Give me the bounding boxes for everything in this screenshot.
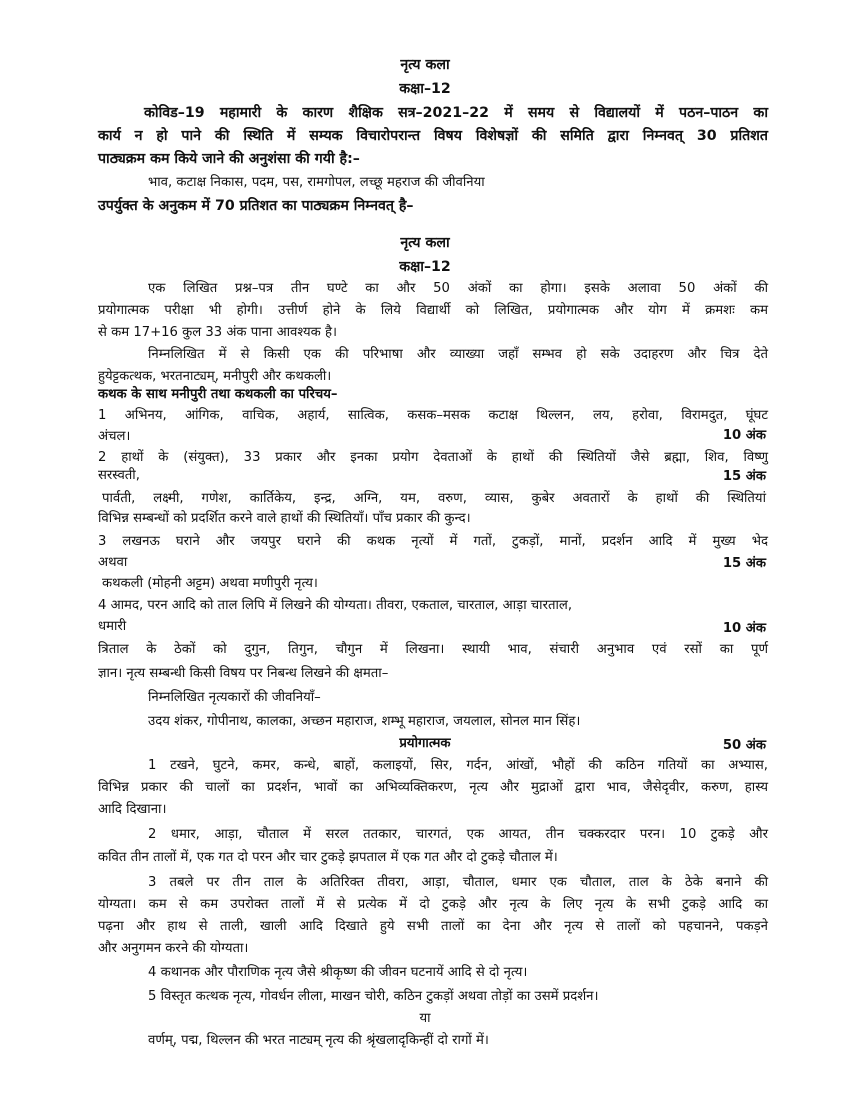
definition-line-2: हुयेट्टकत्थक, भरतनाट्यम्, मनीपुरी और कथकली। — [98, 369, 332, 384]
practical-5: 5 विस्तृत कत्थक नृत्य, गोवर्धन लीला, माखन चोरी, कठिन टुकड़ों अथवा तोड़ों का उसमें प्रदर्शन। — [148, 989, 599, 1004]
practical-marks: 50 अंक — [722, 738, 766, 753]
intro-line-1: एक लिखित प्रश्न–पत्र तीन घण्टे का और 50 अंकों का होगा। इसके अलावा 50 अंकों की — [148, 281, 768, 296]
covid-notice-line-1: कोविड–19 महामारी के कारण शैक्षिक सत्र–2021–22 में समय से विद्यालयों में पठन–पाठन का — [144, 105, 768, 121]
removed-topics: भाव, कटाक्ष निकास, पदम, पस, रामगोपल, लच्छू महराज की जीवनिया — [148, 175, 485, 190]
item-2-marks: 15 अंक — [722, 469, 766, 484]
practical-3-line-4: और अनुगमन करने की योग्यता। — [98, 941, 249, 956]
intro-line-2: प्रयोगात्मक परीक्षा भी होगी। उत्तीर्ण होने के लिये विद्यार्थी को लिखित, प्रयोगात्मक और योग में क्रमशः कम — [98, 303, 768, 318]
item-1-marks: 10 अंक — [722, 428, 766, 443]
item-2-line-2: सरस्वती, — [98, 468, 140, 483]
item-4-line-2: धमारी — [98, 619, 127, 634]
practical-3-line-3: पढ़ना और हाथ से ताली, खाली आदि दिखाते हुये सभी तालों का देना और नृत्य से तालों को पहचानने, पकड़ने — [98, 919, 768, 934]
item-2-line-1: 2 हाथों के (संयुक्त), 33 प्रकार और इनका प्रयोग देवताओं के हाथों की स्थितियों जैसे ब्रह्मा, शिव, विष्णु — [98, 450, 768, 465]
covid-notice-line-3: पाठ्यक्रम कम किये जाने की अनुशंसा की गयी है:– — [98, 151, 360, 167]
biographies-heading: निम्नलिखित नृत्यकारों की जीवनियाँ– — [148, 690, 321, 705]
or-separator: या — [419, 1011, 431, 1026]
syllabus-class-title: कक्षा–12 — [399, 259, 451, 275]
item-2-line-3: पार्वती, लक्ष्मी, गणेश, कार्तिकेय, इन्द्र, अग्नि, यम, वरुण, व्यास, कुबेर अवतारों के हाथों की स्थितियां — [102, 491, 766, 506]
practical-3-line-1: 3 तबले पर तीन ताल के अतिरिक्त तीवरा, आड़ा, चौताल, धमार एक चौताल, ताल के ठेके बनाने की — [148, 875, 768, 890]
practical-1-line-3: आदि दिखाना। — [98, 802, 167, 817]
item-4-line-3: त्रिताल के ठेकों को दुगुन, तिगुन, चौगुन में लिखना। स्थायी भाव, संचारी अनुभाव एवं रसों का पूर्ण — [98, 642, 768, 657]
practical-2-line-1: 2 धमार, आड़ा, चौताल में सरल ततकार, चारगतं, एक आयत, तीन चक्करदार परन। 10 टुकड़े और — [148, 827, 768, 842]
item-3-line-2: अथवा — [98, 555, 128, 570]
item-1-line-1: 1 अभिनय, आंगिक, वाचिक, अहार्य, सात्विक, कसक–मसक कटाक्ष थिल्लन, लय, हरोवा, विरामदुत, घूंघट — [98, 408, 768, 423]
practical-1-line-2: विभिन्न प्रकार की चालों का प्रदर्शन, भावों का अभिव्यक्तिकरण, नृत्य और मुद्राओं द्वारा भाव, जैसेदृवीर, करुण, हास्य — [98, 780, 768, 795]
item-4-line-4: ज्ञान। नृत्य सम्बन्धी किसी विषय पर निबन्ध लिखने की क्षमता– — [98, 666, 389, 681]
item-2-line-4: विभिन्न सम्बन्धों को प्रदर्शित करने वाले हाथों की स्थितियाँ। पाँच प्रकार की कुन्द। — [98, 511, 471, 526]
page-subject-title: नृत्य कला — [400, 57, 450, 73]
syllabus-subject-title: नृत्य कला — [400, 235, 450, 251]
practical-heading: प्रयोगात्मक — [399, 736, 451, 751]
practical-3-line-2: योग्यता। कम से कम उपरोक्त तालों में से प्रत्येक में दो टुकड़े और नृत्य के लिए नृत्य के सभी टुकड़े आदि का — [98, 897, 768, 912]
item-4-line-1: 4 आमद, परन आदि को ताल लिपि में लिखने की योग्यता। तीवरा, एकताल, चारताल, आड़ा चारताल, — [98, 598, 573, 613]
covid-notice-line-2: कार्य न हो पाने की स्थिति में सम्यक विचारोपरान्त विषय विशेषज्ञों की समिति द्वारा निम्नवत् 30 प्रतिशत — [98, 128, 768, 144]
page-class-title: कक्षा–12 — [399, 81, 451, 97]
biographies-list: उदय शंकर, गोपीनाथ, कालका, अच्छन महाराज, शम्भू महाराज, जयलाल, सोनल मान सिंह। — [148, 714, 581, 729]
definition-line-1: निम्नलिखित में से किसी एक की परिभाषा और व्याख्या जहाँ सम्भव हो सके उदाहरण और चित्र देते — [148, 347, 768, 362]
item-3-line-1: 3 लखनऊ घराने और जयपुर घराने की कथक नृत्यों में गतों, टुकड़ों, मानों, प्रदर्शन आदि में मुख्य भेद — [98, 534, 768, 549]
intro-line-3: से कम 17+16 कुल 33 अंक पाना आवश्यक है। — [98, 325, 337, 340]
practical-4: 4 कथानक और पौराणिक नृत्य जैसे श्रीकृष्ण की जीवन घटनायें आदि से दो नृत्य। — [148, 965, 528, 980]
practical-1-line-1: 1 टखने, घुटने, कमर, कन्धे, बाहों, कलाइयों, सिर, गर्दन, आंखों, भौहों की कठिन गतियों का अभ्यास, — [148, 758, 768, 773]
practical-2-line-2: कवित तीन तालों में, एक गत दो परन और चार टुकड़े झपताल में एक गत और दो टुकड़े चौताल में। — [98, 850, 558, 865]
seventy-percent-heading: उपर्युक्त के अनुकम में 70 प्रतिशत का पाठ्यक्रम निम्नवत् है– — [98, 198, 414, 214]
item-3-line-3: कथकली (मोहनी अट्टम) अथवा मणीपुरी नृत्य। — [102, 576, 318, 591]
item-4-marks: 10 अंक — [722, 621, 766, 636]
item-1-line-2: अंचल। — [98, 429, 131, 444]
kathak-intro-heading: कथक के साथ मनीपुरी तथा कथकली का परिचय– — [98, 387, 338, 402]
practical-6: वर्णम्, पद्म, थिल्लन की भरत नाट्यम् नृत्य की श्रृंखलादृकिन्हीं दो रागों में। — [148, 1033, 489, 1048]
item-3-marks: 15 अंक — [722, 556, 766, 571]
